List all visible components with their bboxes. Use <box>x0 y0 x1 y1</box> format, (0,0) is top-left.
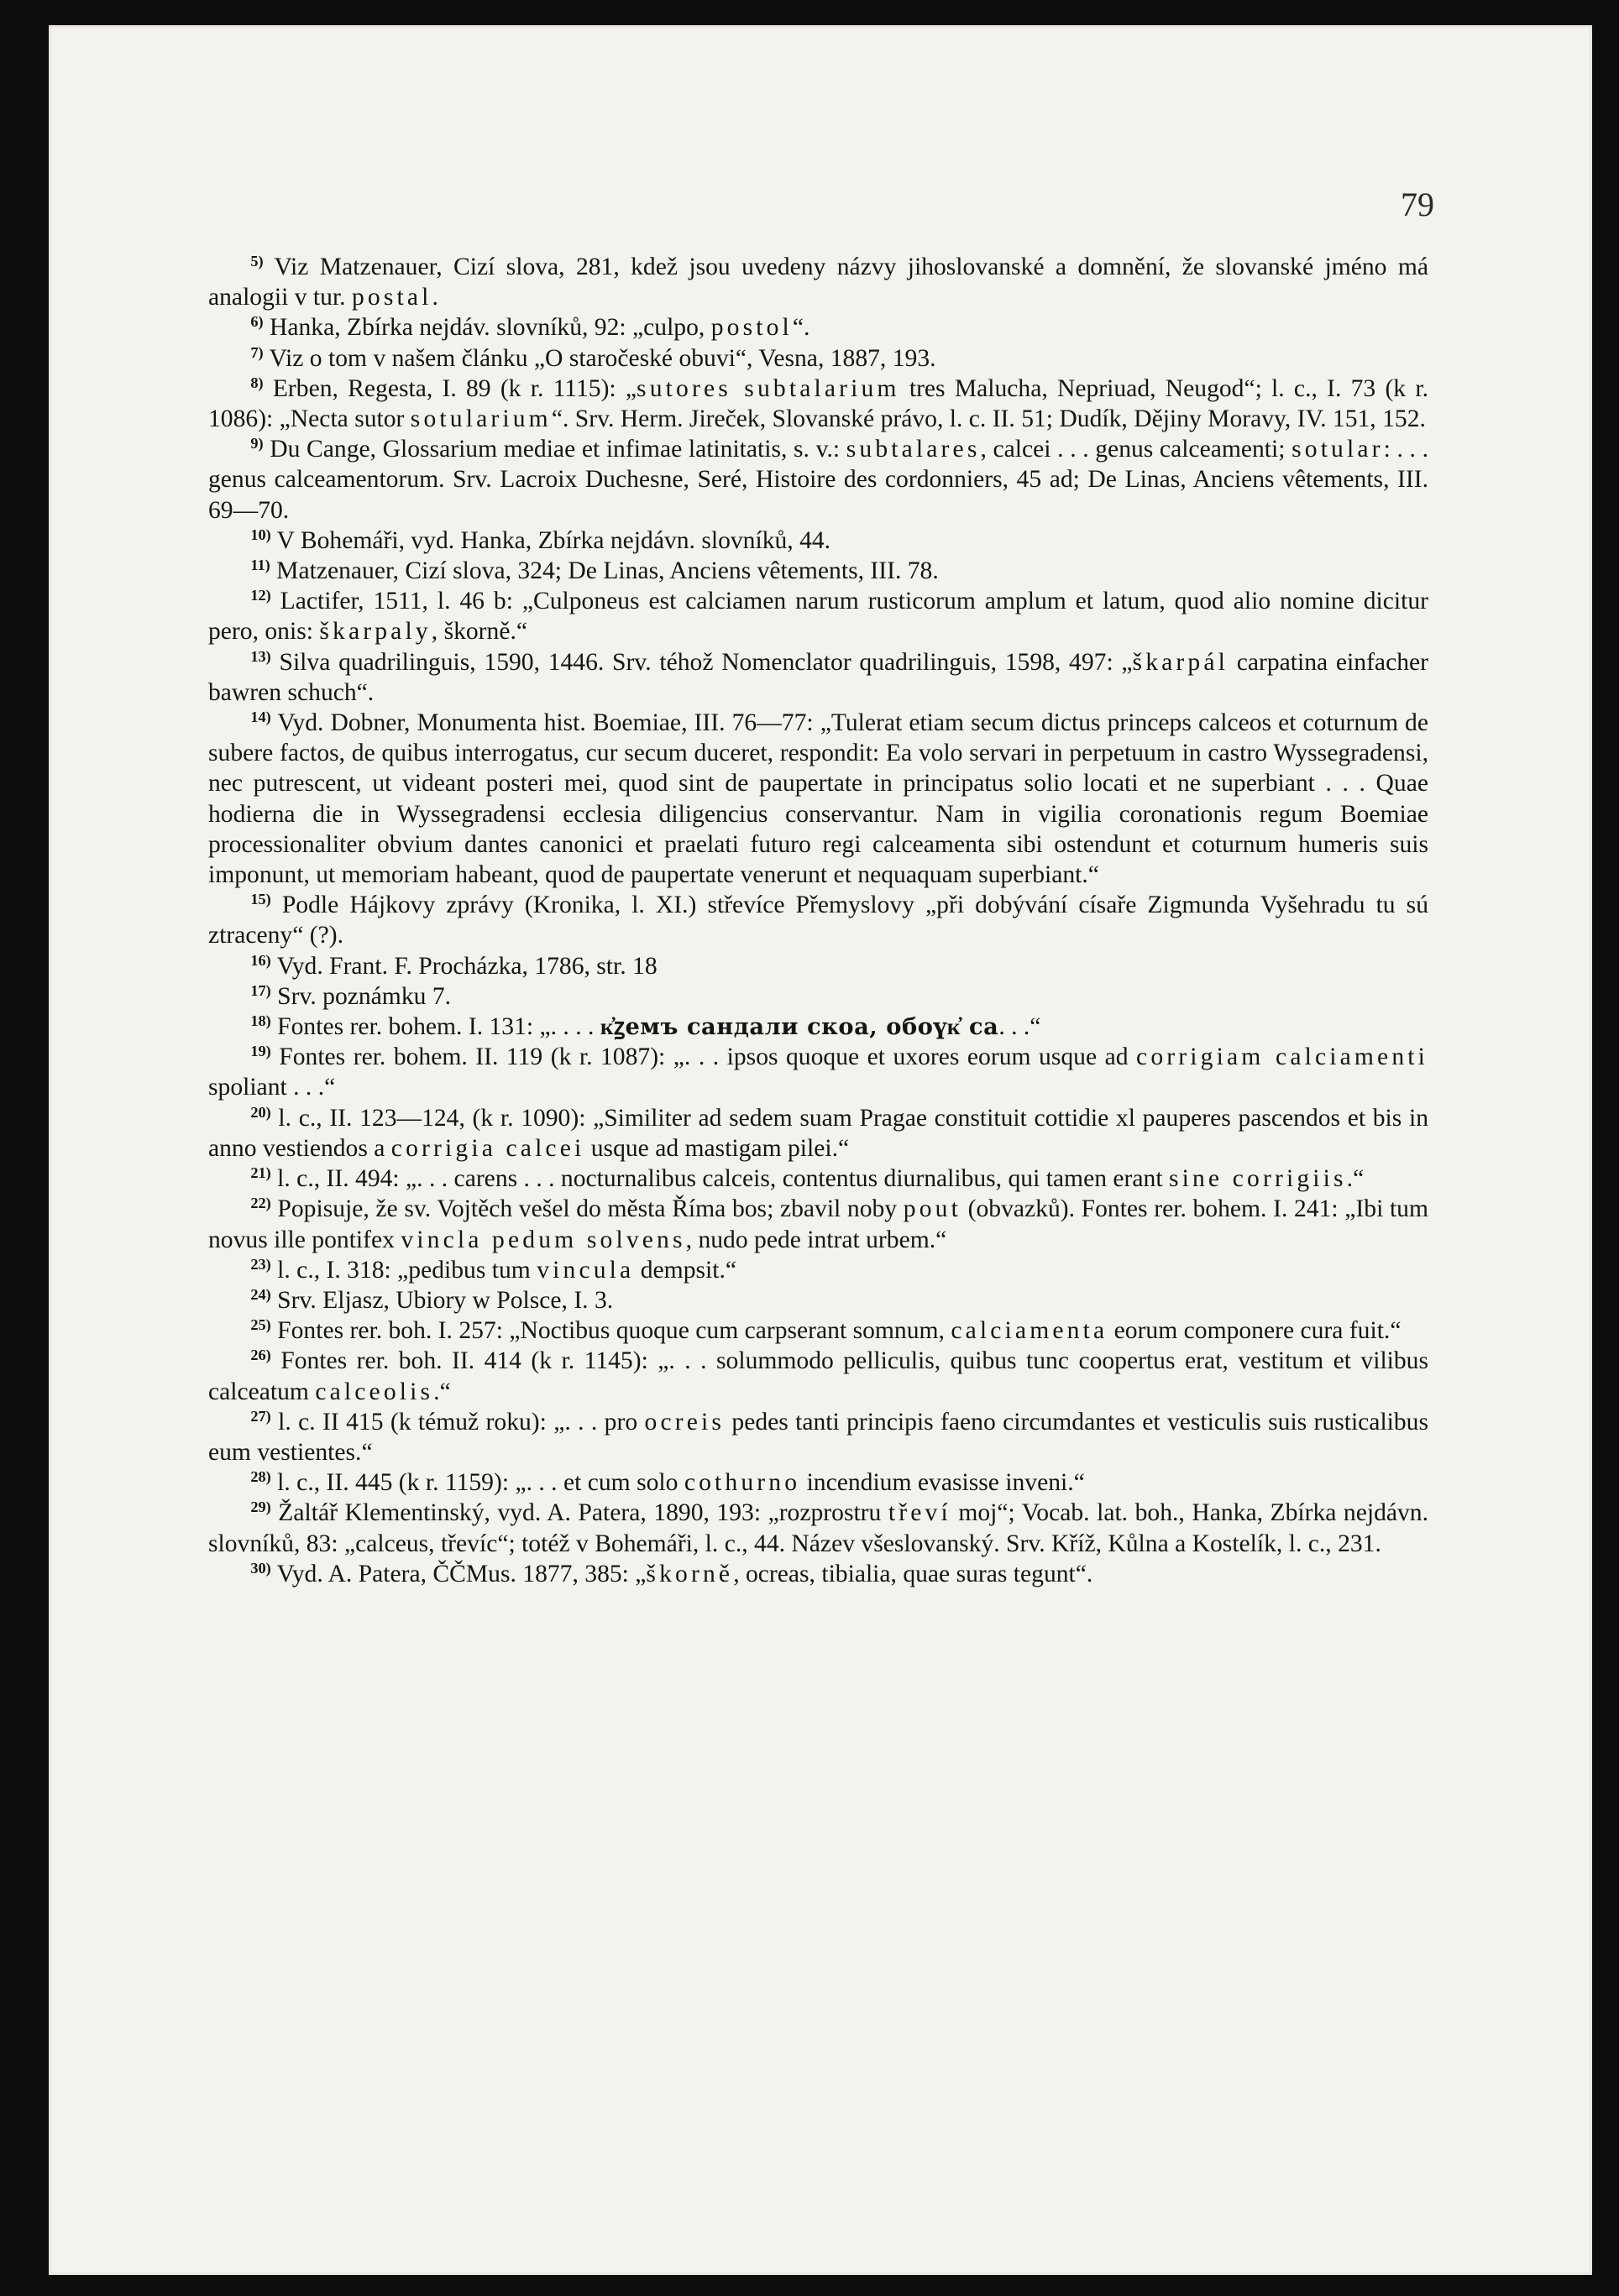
footnote-text: Popisuje, že sv. Vojtěch vešel do města Říma bos; zbavil noby <box>270 1195 904 1223</box>
footnote-text: Fontes rer. bohem. II. 119 (k r. 1087): „. . . ipsos quoque et uxores eorum usque ad <box>270 1043 1137 1071</box>
footnote-number: 19) <box>250 1043 271 1060</box>
footnote <box>208 343 1428 374</box>
footnote-text: , škorně.“ <box>431 618 527 646</box>
footnote-text: Podle Hájkovy zprávy (Kronika, l. XI.) střevíce Přemyslovy „při dobývání císaře Zigmunda Vyšehradu tu sú ztraceny“ (?). <box>208 892 1428 949</box>
footnote <box>208 1346 1428 1406</box>
footnote <box>208 312 1428 343</box>
footnote-text: Fontes rer. boh. I. 257: „Noctibus quoque cum carpserant somnum, <box>270 1317 951 1345</box>
footnote-number: 21) <box>250 1164 271 1182</box>
spaced-term: pout <box>903 1195 961 1223</box>
footnote-number: 15) <box>250 891 271 908</box>
footnote <box>208 1315 1428 1346</box>
footnote-text: Viz o tom v našem článku „O staročeské obuvi“, Vesna, 1887, 193. <box>263 344 936 372</box>
footnote <box>208 1194 1428 1254</box>
footnote-number: 12) <box>250 587 271 604</box>
footnote-text: l. c., II. 123—124, (k r. 1090): „Similiter ad sedem suam Pragae constituit cottidie xl pauperes pascendos et bis in anno vestiendos a <box>208 1104 1428 1162</box>
footnote-text: Srv. poznámku 7. <box>270 982 452 1010</box>
footnote-text: . . .“ <box>998 1013 1041 1041</box>
footnote-number: 14) <box>250 708 271 725</box>
footnote-text: Vyd. Dobner, Monumenta hist. Boemiae, III. 76—77: „Tulerat etiam secum dictus princeps calceos et coturnum de subere factos, de quibus interrogatus, cur secum duceret, respondit: Ea volo servari in perpetuum in castro Wyssegradensi, nec putrescent, ut videant posteri mei, quod sint de paupertate in principatus solio locati et ne superbiant . . . Quae hodierna die in Wyssegradensi ecclesia diligencius conservantur. Nam in vigilia coronationis regum Boemiae processionaliter obvium dantes canonici et praelati futuro regi calceamenta sibi ostendunt et coturnum humeris suis imponunt, ut memoriam habeant, quod de paupertate venerunt et nequaquam superbiant.“ <box>208 709 1428 889</box>
footnote-number: 27) <box>250 1407 271 1425</box>
footnote-text: , nudo pede intrat urbem.“ <box>685 1226 947 1253</box>
footnote-number: 24) <box>250 1285 271 1303</box>
footnote-text: “. Srv. Herm. Jireček, Slovanské právo, l. c. II. 51; Dudík, Dějiny Moravy, IV. 151, 152. <box>551 405 1426 433</box>
spaced-term: calceolis <box>315 1378 434 1405</box>
footnote-text: usque ad mastigam pilei.“ <box>584 1134 850 1162</box>
footnote-text: moj“; Vocab. lat. boh., Hanka, Zbírka nejdávn. slovníků, 83: „calceus, třevíc“; totéž v Bohemáři, l. c., 44. Název všeslovanský. Srv. Kříž, Kůlna a Kostelík, l. c., 231. <box>208 1499 1428 1557</box>
footnote <box>208 1042 1428 1102</box>
spaced-term: škorně <box>646 1560 734 1587</box>
spaced-term: subtalares <box>846 436 981 463</box>
footnote-text: .“ <box>1346 1165 1365 1193</box>
spaced-term: corrigiam calciamenti <box>1136 1043 1428 1071</box>
spaced-term: vincula <box>537 1256 635 1284</box>
footnote-text: Du Cange, Glossarium mediae et infimae latinitatis, s. v.: <box>263 436 846 463</box>
footnote-number: 16) <box>250 951 271 969</box>
footnote <box>208 647 1428 708</box>
footnote <box>208 526 1428 556</box>
footnote-number: 25) <box>250 1316 271 1334</box>
footnote-number: 29) <box>250 1498 271 1516</box>
footnote-number: 17) <box>250 981 271 999</box>
footnote-text: . <box>432 284 438 311</box>
footnote-number: 22) <box>250 1195 271 1212</box>
footnote-text: l. c., II. 445 (k r. 1159): „. . . et cum solo <box>270 1469 684 1497</box>
footnote <box>208 1467 1428 1498</box>
footnote-text: : . . . genus calceamentorum. Srv. Lacroix Duchesne, Seré, Histoire des cordonniers, 45 ad; De Linas, Anciens vêtements, III. 69—70. <box>208 436 1428 524</box>
footnote-number: 10) <box>250 526 271 543</box>
footnote-text: , ocreas, tibialia, quae suras tegunt“. <box>733 1560 1093 1587</box>
footnote-text: V Bohemáři, vyd. Hanka, Zbírka nejdávn. slovníků, 44. <box>270 526 831 554</box>
footnote-text: Žaltář Klementinský, vyd. A. Patera, 1890, 193: „rozprostru <box>270 1499 888 1527</box>
footnote-number: 28) <box>250 1468 271 1486</box>
footnote-number: 9) <box>250 435 264 452</box>
footnote-text: .“ <box>433 1378 451 1405</box>
footnote <box>208 1559 1428 1589</box>
spaced-term: cothurno <box>684 1469 801 1497</box>
spaced-term: postal <box>351 284 432 311</box>
footnote-number: 20) <box>250 1103 271 1121</box>
spaced-term: třeví <box>888 1499 951 1527</box>
footnote <box>208 434 1428 526</box>
footnote <box>208 1164 1428 1194</box>
footnote <box>208 1498 1428 1558</box>
footnote-text: l. c. II 415 (k témuž roku): „. . . pro <box>270 1408 645 1436</box>
footnote-text: Erben, Regesta, I. 89 (k r. 1115): „ <box>263 374 637 402</box>
footnote-text: Vyd. A. Patera, ČČMus. 1877, 385: „ <box>270 1560 647 1587</box>
footnote <box>208 981 1428 1012</box>
footnote-number: 6) <box>250 313 264 331</box>
footnote-number: 13) <box>250 647 271 665</box>
spaced-term: sotularium <box>410 405 552 433</box>
spaced-term: škarpál <box>1132 648 1229 676</box>
footnote-text: pedes tanti principis faeno circumdantes et vesticulis suis rusticalibus eum vestientes.“ <box>208 1408 1428 1466</box>
footnote-number: 30) <box>250 1559 271 1577</box>
footnote-text: (obvazků). Fontes rer. bohem. I. 241: „Ibi tum novus ille pontifex <box>208 1195 1428 1253</box>
footnote <box>208 586 1428 646</box>
spaced-term: vincla pedum solvens <box>401 1226 686 1253</box>
footnote-text: incendium evasisse inveni.“ <box>800 1469 1085 1497</box>
footnote-text: Lactifer, 1511, l. 46 b: „Culponeus est calciamen narum rusticorum amplum et latum, quod alio nomine dicitur pero, onis: <box>208 588 1428 646</box>
footnote-text: Fontes rer. bohem. I. 131: „. . . . <box>270 1013 600 1041</box>
cyrillic-quote: к҆ꙁемъ сандали скоа, обоүк҆ са <box>600 1013 999 1041</box>
footnote-text: tres Malucha, Nepriuad, Neugod“; l. c., I. 73 (k r. 1086): „Necta sutor <box>208 374 1428 433</box>
page-number: 79 <box>1401 186 1434 223</box>
footnote-text: , calcei . . . genus calceamenti; <box>980 436 1292 463</box>
spaced-term: sutores subtalarium <box>637 374 900 402</box>
footnote-number: 26) <box>250 1347 271 1364</box>
footnote <box>208 1407 1428 1467</box>
footnote-number: 11) <box>250 556 270 573</box>
footnote-number: 23) <box>250 1255 271 1273</box>
footnote-number: 5) <box>250 252 264 269</box>
spaced-term: corrigia calcei <box>390 1134 585 1162</box>
footnote-text: Fontes rer. boh. II. 414 (k r. 1145): „. . . solummodo pelliculis, quibus tunc coopertus erat, vestitum et vilibus calceatum <box>208 1347 1428 1405</box>
footnote-text: dempsit.“ <box>634 1256 736 1284</box>
footnote-number: 18) <box>250 1012 271 1029</box>
footnote-text: Vyd. Frant. F. Procházka, 1786, str. 18 <box>270 952 658 980</box>
footnote-text: Hanka, Zbírka nejdáv. slovníků, 92: „culpo, <box>263 314 711 342</box>
footnote-text: l. c., II. 494: „. . . carens . . . nocturnalibus calceis, contentus diurnalibus, qui tamen erant <box>270 1165 1169 1193</box>
spaced-term: postol <box>710 314 793 342</box>
footnote <box>208 1285 1428 1315</box>
scanned-page <box>49 25 1592 2275</box>
footnote-text: Srv. Eljasz, Ubiory w Polsce, I. 3. <box>270 1286 614 1314</box>
footnote-text: Matzenauer, Cizí slova, 324; De Linas, Anciens vêtements, III. 78. <box>270 557 939 585</box>
footnote <box>208 1012 1428 1042</box>
spaced-term: sine corrigiis <box>1168 1165 1347 1193</box>
footnote-text: Viz Matzenauer, Cizí slova, 281, kdež jsou uvedeny názvy jihoslovanské a domnění, že slovanské jméno má analogii v tur. <box>208 254 1428 311</box>
footnote <box>208 556 1428 586</box>
footnote <box>208 708 1428 890</box>
footnote-number: 8) <box>250 374 264 391</box>
footnote-text: carpatina einfacher bawren schuch“. <box>208 648 1428 706</box>
spaced-term: škarpaly <box>319 618 432 646</box>
spaced-term: ocreis <box>644 1408 726 1436</box>
footnote <box>208 1255 1428 1285</box>
footnote <box>208 252 1428 312</box>
spaced-term: calciamenta <box>951 1317 1108 1345</box>
footnotes <box>208 252 1428 1589</box>
footnote <box>208 951 1428 981</box>
spaced-term: sotular <box>1292 436 1384 463</box>
footnote <box>208 1103 1428 1164</box>
footnote-text: “. <box>792 314 810 342</box>
footnote-text: eorum componere cura fuit.“ <box>1108 1317 1402 1345</box>
footnote <box>208 374 1428 434</box>
footnote <box>208 890 1428 950</box>
footnote-number: 7) <box>250 343 264 361</box>
footnote-text: l. c., I. 318: „pedibus tum <box>270 1256 537 1284</box>
footnote-text: Silva quadrilinguis, 1590, 1446. Srv. téhož Nomenclator quadrilinguis, 1598, 497: „ <box>270 648 1133 676</box>
footnote-text: spoliant . . .“ <box>208 1074 336 1101</box>
